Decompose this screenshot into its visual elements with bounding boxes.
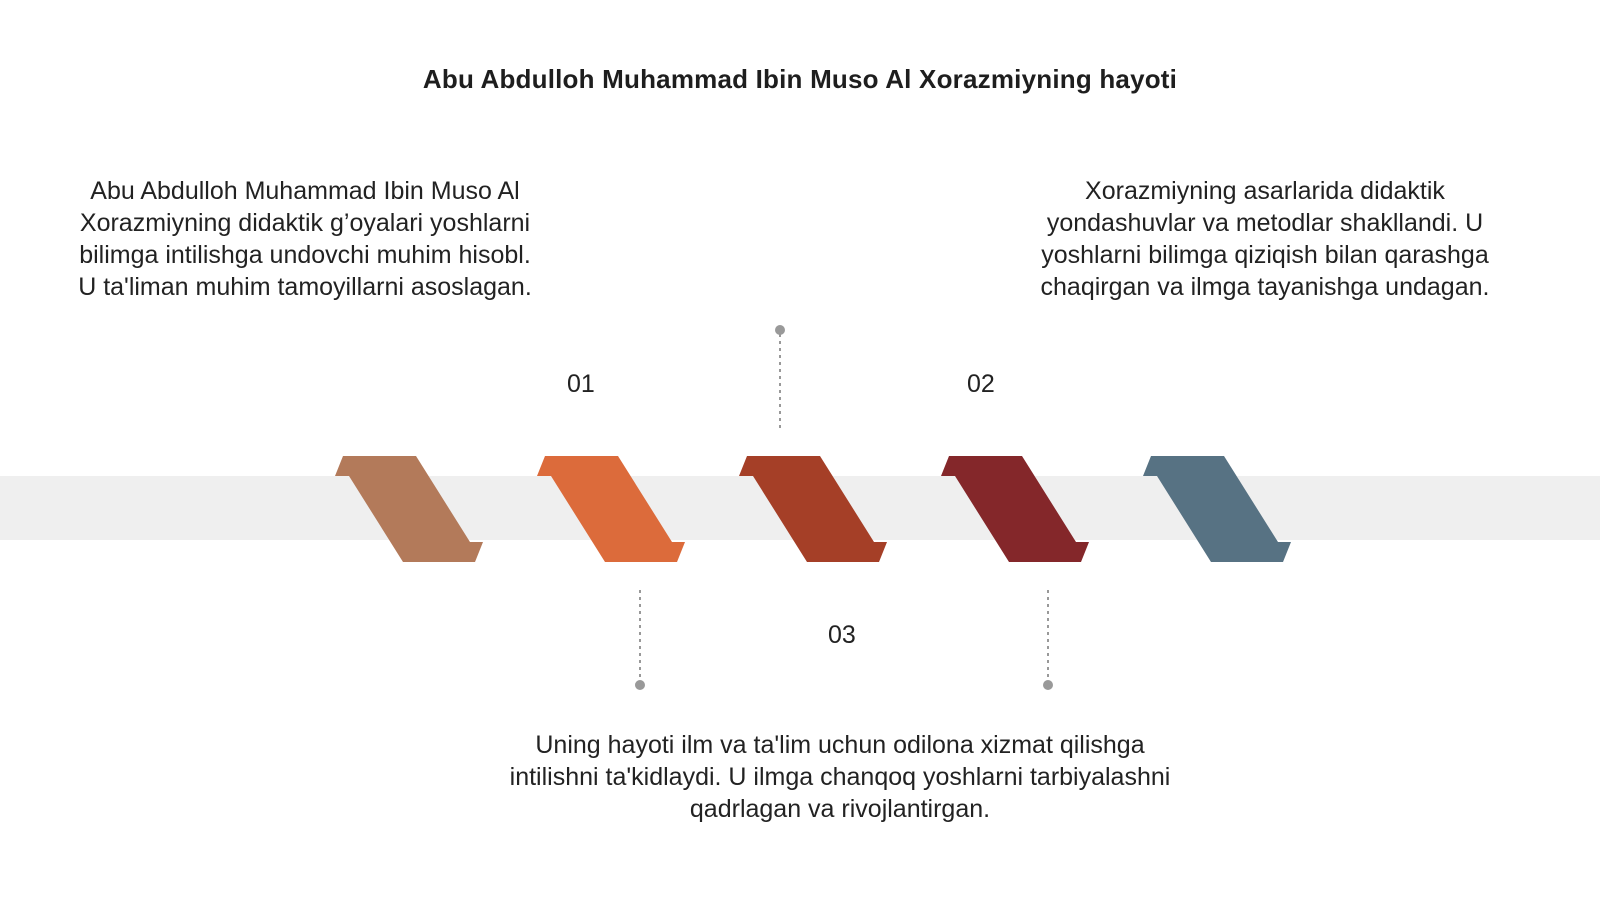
step-3-description: Uning hayoti ilm va ta'lim uchun odilona xizmat qilishga intilishni ta'kidlaydi. U ilmga chanqoq yoshlarni tarbiyalashni qadrlagan va rivojlantirgan. (509, 731, 1171, 823)
chevron-2 (537, 456, 685, 562)
connector-1 (635, 590, 645, 690)
chevron-1 (335, 456, 483, 562)
connector-2 (775, 325, 785, 428)
step-2-description: Xorazmiyning asarlarida didaktik yondashuvlar va metodlar shakllandi. U yoshlarni bilimga qiziqish bilan qarashga chaqirgan va ilmga tayanishga undagan. (1040, 177, 1490, 301)
step-3-number: 03 (828, 621, 856, 649)
step-1-description: Abu Abdulloh Muhammad Ibin Muso Al Xorazmiyning didaktik g’oyalari yoshlarni bilimga intilishga undovchi muhim hisobl. U ta'liman muhim tamoyillarni asoslagan. (78, 177, 532, 301)
chevron-4 (941, 456, 1089, 562)
chevron-group (335, 456, 1291, 562)
step-2-number: 02 (967, 370, 995, 398)
connector-3 (1043, 590, 1053, 690)
chevron-5 (1143, 456, 1291, 562)
chevron-3 (739, 456, 887, 562)
step-1-number: 01 (567, 370, 595, 398)
slide-title: Abu Abdulloh Muhammad Ibin Muso Al Xorazmiyning hayoti (422, 64, 1178, 94)
